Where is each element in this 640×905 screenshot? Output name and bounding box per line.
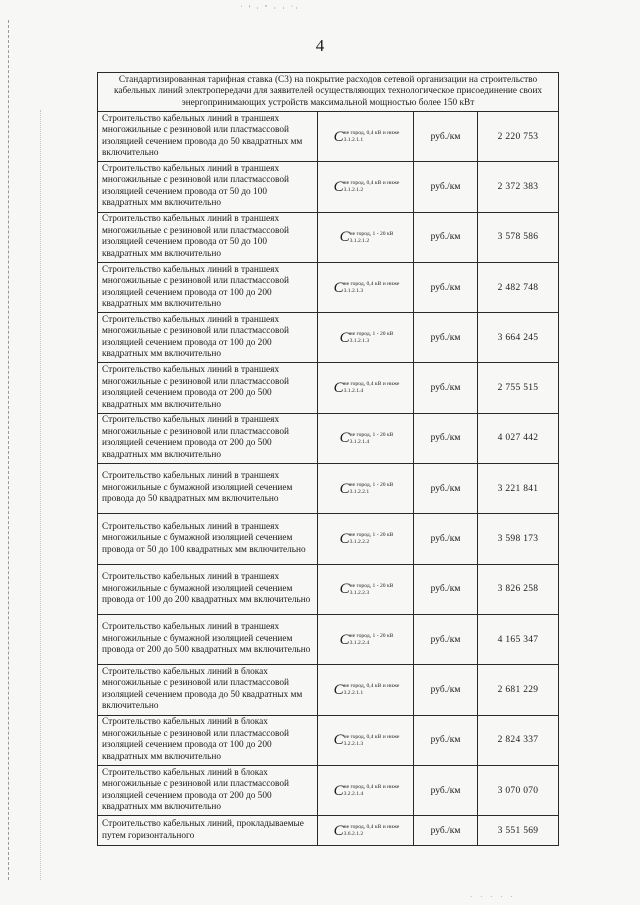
rate-subscript: 3.1.2.1.4 [349,438,370,445]
rate-subscript: 3.1.2.1.1 [343,136,364,143]
rate-superscript: не город, 1 - 20 кВ [349,482,394,489]
rate-subscript: 3.6.2.1.2 [343,830,364,837]
rate-letter: C [339,631,350,648]
page-number: 4 [315,36,325,55]
row-description: Строительство кабельных линий в траншеях многожильные с резиновой или пластмассовой изоляцией сечением провода от 200 до 500 квадратных мм включительно [98,413,318,463]
row-value: 3 551 569 [478,816,559,846]
rate-letter: C [333,128,344,145]
row-rate-symbol [318,313,414,363]
row-unit: руб./км [414,816,478,846]
row-unit: руб./км [414,413,478,463]
row-value: 3 070 070 [478,765,559,815]
row-unit: руб./км [414,614,478,664]
row-rate-symbol [318,464,414,514]
rate-letter: C [333,681,344,698]
table-row [98,816,559,846]
row-unit: руб./км [414,262,478,312]
row-description: Строительство кабельных линий, прокладываемые путем горизонтального [98,816,318,846]
rate-subscript: 3.1.2.1.2 [349,237,370,244]
row-rate-symbol [318,765,414,815]
rate-letter: C [339,229,350,246]
row-unit: руб./км [414,665,478,715]
rate-subscript: 3.1.2.2.2 [349,539,370,546]
rate-subscript: 3.1.2.1.3 [349,338,370,345]
rate-subscript: 3.1.2.1.2 [343,187,364,194]
row-unit: руб./км [414,162,478,212]
row-value: 2 482 748 [478,262,559,312]
rate-letter: C [339,581,350,598]
rate-letter: C [333,822,344,839]
binding-edge [8,20,10,880]
row-value: 3 664 245 [478,313,559,363]
rate-superscript: не город, 1 - 20 кВ [349,532,394,539]
row-unit: руб./км [414,212,478,262]
row-unit: руб./км [414,313,478,363]
row-value: 3 578 586 [478,212,559,262]
table-row [98,162,559,212]
row-description: Строительство кабельных линий в траншеях многожильные с бумажной изоляцией сечением провода до 50 квадратных мм включительно [98,464,318,514]
rate-superscript: не город, 0,4 кВ и ниже [343,280,400,287]
rate-letter: C [339,530,350,547]
row-rate-symbol [318,212,414,262]
tariff-table [97,72,559,846]
row-rate-symbol [318,614,414,664]
rate-superscript: не город, 1 - 20 кВ [349,230,394,237]
rate-subscript: 3.2.2.1.4 [343,790,364,797]
rate-subscript: 3.1.2.2.3 [349,589,370,596]
rate-subscript: 3.1.2.2.1 [349,489,370,496]
row-description: Строительство кабельных линий в блоках многожильные с резиновой или пластмассовой изоляцией сечением провода от 100 до 200 квадратных мм включительно [98,715,318,765]
rate-subscript: 3.2.2.1.1 [343,690,364,697]
row-value: 2 372 383 [478,162,559,212]
table-row [98,464,559,514]
rate-letter: C [333,279,344,296]
table-row [98,313,559,363]
table-row [98,112,559,162]
row-unit: руб./км [414,514,478,564]
row-rate-symbol [318,564,414,614]
row-unit: руб./км [414,765,478,815]
row-rate-symbol [318,162,414,212]
rate-subscript: 3.2.2.1.3 [343,740,364,747]
row-description: Строительство кабельных линий в траншеях многожильные с бумажной изоляцией сечением провода от 50 до 100 квадратных мм включительно [98,514,318,564]
row-unit: руб./км [414,363,478,413]
table-row [98,564,559,614]
row-description: Строительство кабельных линий в блоках многожильные с резиновой или пластмассовой изоляцией сечением провода до 50 квадратных мм включительно [98,665,318,715]
row-description: Строительство кабельных линий в траншеях многожильные с резиновой или пластмассовой изоляцией сечением провода от 50 до 100 квадратных мм включительно [98,162,318,212]
row-unit: руб./км [414,112,478,162]
row-value: 2 824 337 [478,715,559,765]
rate-superscript: не город, 1 - 20 кВ [349,582,394,589]
rate-superscript: не город, 0,4 кВ и ниже [343,783,400,790]
rate-superscript: не город, 0,4 кВ и ниже [343,129,400,136]
table-row [98,413,559,463]
row-value: 2 220 753 [478,112,559,162]
row-value: 4 165 347 [478,614,559,664]
row-value: 2 755 515 [478,363,559,413]
table-row [98,715,559,765]
rate-superscript: не город, 0,4 кВ и ниже [343,733,400,740]
rate-letter: C [339,480,350,497]
row-unit: руб./км [414,564,478,614]
row-description: Строительство кабельных линий в траншеях многожильные с бумажной изоляцией сечением провода от 100 до 200 квадратных мм включительно [98,564,318,614]
table-row [98,614,559,664]
row-description: Строительство кабельных линий в траншеях многожильные с бумажной изоляцией сечением провода от 200 до 500 квадратных мм включительно [98,614,318,664]
row-description: Строительство кабельных линий в траншеях многожильные с резиновой или пластмассовой изоляцией сечением провода от 100 до 200 квадратных мм включительно [98,262,318,312]
rate-superscript: не город, 1 - 20 кВ [349,632,394,639]
table-header-row [98,73,559,112]
rate-superscript: не город, 0,4 кВ и ниже [343,381,400,388]
row-unit: руб./км [414,464,478,514]
rate-subscript: 3.1.2.1.3 [343,287,364,294]
row-value: 3 598 173 [478,514,559,564]
scan-artifact-bottom: · · · · · [470,893,516,901]
row-description: Строительство кабельных линий в траншеях многожильные с резиновой или пластмассовой изоляцией сечением провода до 50 квадратных мм включительно [98,112,318,162]
rate-superscript: не город, 1 - 20 кВ [349,431,394,438]
row-description: Строительство кабельных линий в блоках многожильные с резиновой или пластмассовой изоляцией сечением провода от 200 до 500 квадратных мм включительно [98,765,318,815]
table-row [98,262,559,312]
row-description: Строительство кабельных линий в траншеях многожильные с резиновой или пластмассовой изоляцией сечением провода от 50 до 100 квадратных мм включительно [98,212,318,262]
rate-letter: C [333,732,344,749]
rate-superscript: не город, 1 - 20 кВ [349,331,394,338]
row-rate-symbol [318,262,414,312]
row-value: 2 681 229 [478,665,559,715]
rate-letter: C [339,430,350,447]
rate-letter: C [339,329,350,346]
row-value: 4 027 442 [478,413,559,463]
table-row [98,212,559,262]
rate-letter: C [333,782,344,799]
rate-subscript: 3.1.2.1.4 [343,388,364,395]
row-description: Строительство кабельных линий в траншеях многожильные с резиновой или пластмассовой изоляцией сечением провода от 200 до 500 квадратных мм включительно [98,363,318,413]
row-rate-symbol [318,816,414,846]
row-value: 3 221 841 [478,464,559,514]
row-rate-symbol [318,413,414,463]
table-header: Стандартизированная тарифная ставка (С3) на покрытие расходов сетевой организации на строительство кабельных линий электропередачи для заявителей осуществляющих технологическое присоединение своих энергопринимающих устройств максимальной мощностью более 150 кВт [98,73,559,112]
rate-subscript: 3.1.2.2.4 [349,639,370,646]
table-row [98,765,559,815]
table-row [98,665,559,715]
row-rate-symbol [318,665,414,715]
scan-artifact-top: ˙ ' · ˇ · · ˙· [240,4,301,13]
rate-superscript: не город, 0,4 кВ и ниже [343,180,400,187]
table-row [98,363,559,413]
row-description: Строительство кабельных линий в траншеях многожильные с резиновой или пластмассовой изоляцией сечением провода от 100 до 200 квадратных мм включительно [98,313,318,363]
row-rate-symbol [318,514,414,564]
row-rate-symbol [318,112,414,162]
table-row [98,514,559,564]
rate-letter: C [333,379,344,396]
row-unit: руб./км [414,715,478,765]
row-rate-symbol [318,363,414,413]
rate-letter: C [333,178,344,195]
binding-edge-inner [40,110,42,880]
rate-superscript: не город, 0,4 кВ и ниже [343,823,400,830]
rate-superscript: не город, 0,4 кВ и ниже [343,683,400,690]
row-rate-symbol [318,715,414,765]
row-value: 3 826 258 [478,564,559,614]
